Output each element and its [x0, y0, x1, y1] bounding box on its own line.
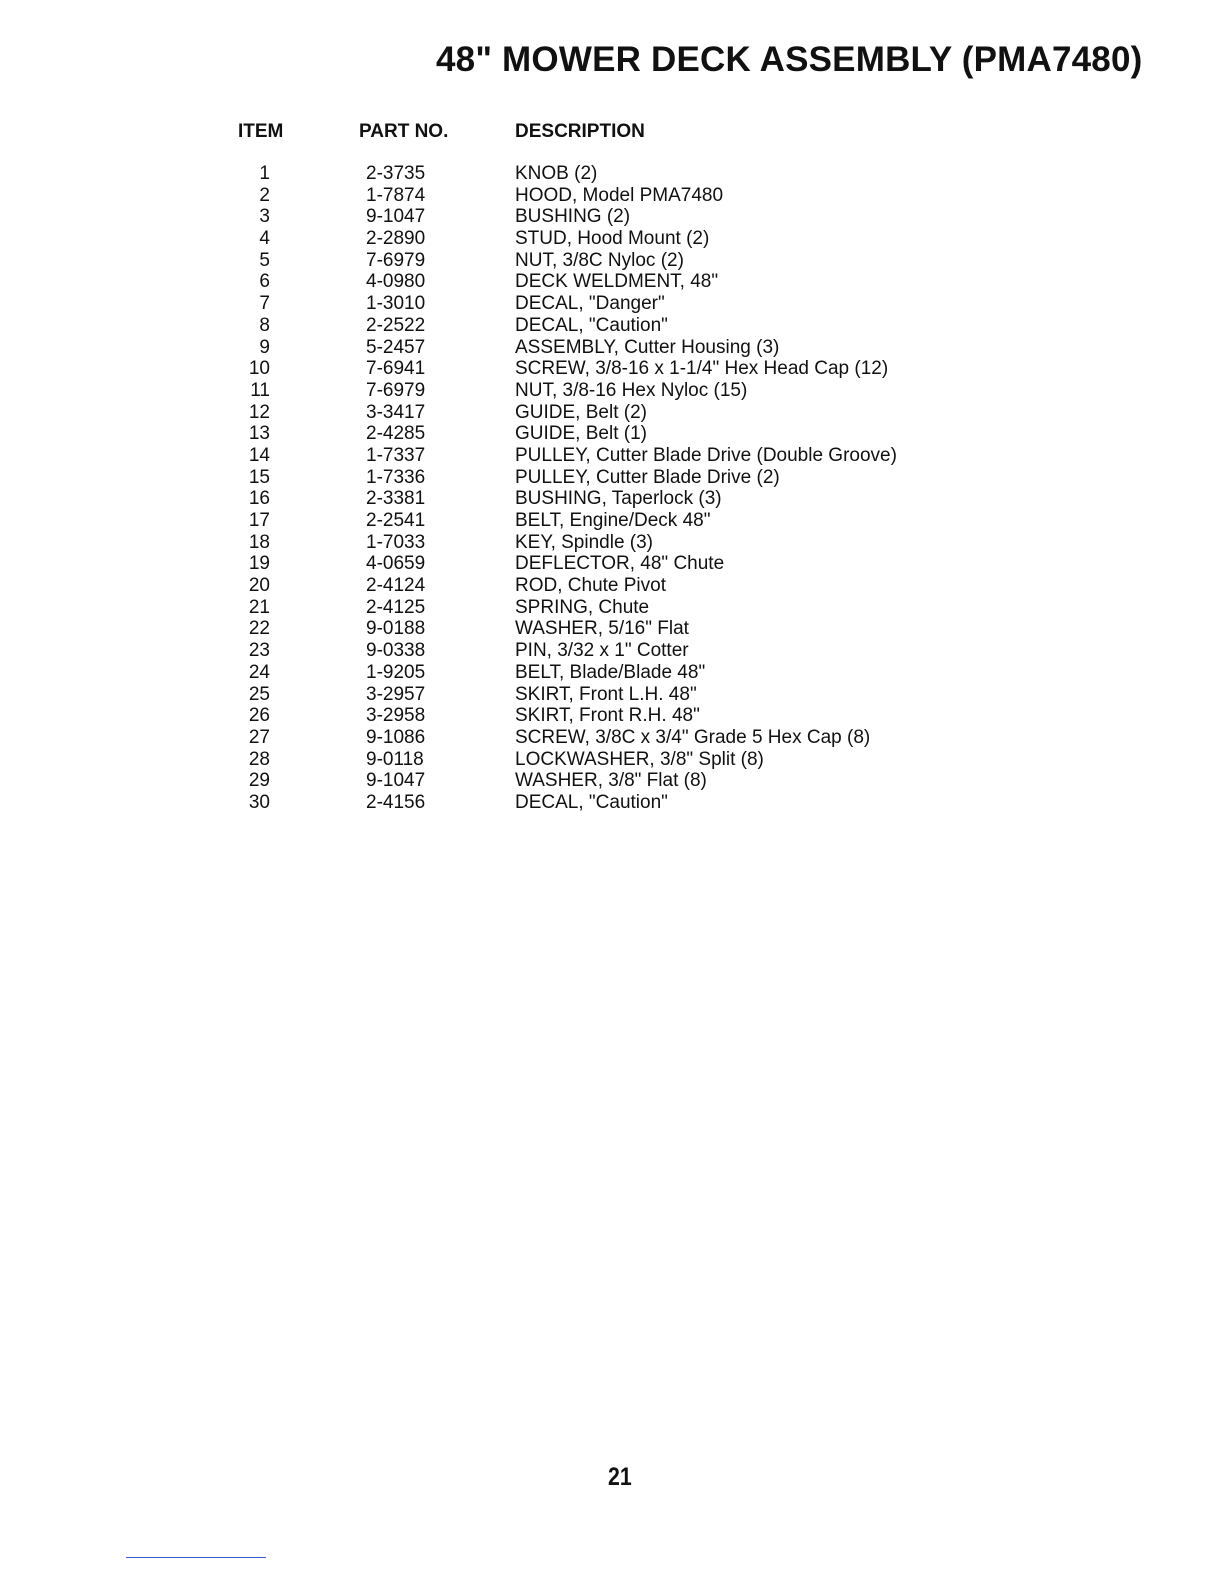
- part-description: BUSHING (2): [515, 206, 631, 228]
- part-number: 2-2522: [366, 314, 426, 336]
- table-row: [0, 293, 1224, 315]
- part-number: 5-2457: [366, 336, 426, 358]
- part-number: 2-4156: [366, 791, 426, 813]
- page-title: 48" MOWER DECK ASSEMBLY (PMA7480): [436, 40, 1143, 79]
- part-description: DECAL, "Caution": [515, 314, 668, 336]
- part-number: 1-7336: [366, 466, 426, 488]
- part-description: HOOD, Model PMA7480: [515, 184, 724, 206]
- part-description: STUD, Hood Mount (2): [515, 228, 710, 250]
- table-row: [0, 315, 1224, 337]
- item-number: 4: [259, 228, 270, 250]
- part-description: SPRING, Chute: [515, 596, 650, 618]
- part-description: NUT, 3/8C Nyloc (2): [515, 249, 684, 271]
- part-number: 2-4124: [366, 575, 426, 597]
- part-number: 2-4285: [366, 423, 426, 445]
- item-number: 20: [248, 575, 270, 597]
- table-row: [0, 185, 1224, 207]
- table-row: [0, 618, 1224, 640]
- item-number: 26: [248, 705, 270, 727]
- table-row: [0, 749, 1224, 771]
- item-number: 2: [259, 184, 270, 206]
- table-row: [0, 553, 1224, 575]
- item-number: 12: [248, 401, 270, 423]
- part-description: WASHER, 5/16" Flat: [515, 618, 689, 640]
- part-number: 2-2890: [366, 228, 426, 250]
- part-description: BUSHING, Taperlock (3): [515, 488, 722, 510]
- part-number: 2-4125: [366, 596, 426, 618]
- item-number: 3: [259, 206, 270, 228]
- item-number: 1: [259, 163, 270, 184]
- item-number: 11: [250, 379, 270, 401]
- part-description: NUT, 3/8-16 Hex Nyloc (15): [515, 379, 748, 401]
- table-row: [0, 467, 1224, 489]
- part-description: PULLEY, Cutter Blade Drive (Double Groove): [515, 444, 897, 466]
- item-number: 7: [259, 293, 270, 315]
- part-description: BELT, Engine/Deck 48": [515, 510, 711, 531]
- table-row: [0, 640, 1224, 662]
- footer-rule: [126, 1557, 266, 1558]
- part-number: 9-0188: [366, 618, 426, 640]
- part-description: ASSEMBLY, Cutter Housing (3): [515, 336, 780, 358]
- table-row: [0, 358, 1224, 380]
- table-row: [0, 423, 1224, 445]
- part-number: 7-6979: [366, 379, 426, 401]
- item-number: 21: [248, 596, 270, 618]
- table-row: [0, 770, 1224, 792]
- table-row: [0, 380, 1224, 402]
- table-row: [0, 250, 1224, 272]
- table-row: [0, 597, 1224, 619]
- part-description: PIN, 3/32 x 1" Cotter: [515, 640, 689, 662]
- part-description: SKIRT, Front R.H. 48": [515, 705, 700, 727]
- part-number: 9-0118: [366, 748, 424, 770]
- part-number: 4-0659: [366, 553, 426, 575]
- item-number: 5: [259, 249, 270, 271]
- part-number: 9-1047: [366, 770, 426, 792]
- part-description: BELT, Blade/Blade 48": [515, 661, 706, 683]
- part-description: ROD, Chute Pivot: [515, 575, 666, 597]
- part-description: KNOB (2): [515, 163, 598, 184]
- table-row: [0, 402, 1224, 424]
- part-description: GUIDE, Belt (2): [515, 401, 647, 423]
- table-row: [0, 488, 1224, 510]
- part-description: WASHER, 3/8" Flat (8): [515, 770, 707, 792]
- item-number: 9: [259, 336, 270, 358]
- table-row: [0, 445, 1224, 467]
- part-number: 9-1047: [366, 206, 426, 228]
- part-number: 2-2541: [366, 510, 426, 531]
- item-number: 30: [248, 791, 270, 813]
- part-description: LOCKWASHER, 3/8" Split (8): [515, 748, 764, 770]
- table-row: [0, 792, 1224, 814]
- item-number: 28: [248, 748, 270, 770]
- item-number: 8: [259, 314, 270, 336]
- part-description: PULLEY, Cutter Blade Drive (2): [515, 466, 780, 488]
- part-number: 4-0980: [366, 271, 426, 293]
- item-number: 19: [248, 553, 270, 575]
- parts-table: [0, 163, 1224, 814]
- table-row: [0, 510, 1224, 532]
- part-number: 9-0338: [366, 640, 426, 662]
- part-description: DEFLECTOR, 48" Chute: [515, 553, 725, 575]
- table-row: [0, 206, 1224, 228]
- table-row: [0, 228, 1224, 250]
- part-number: 1-7337: [366, 444, 426, 466]
- table-row: [0, 532, 1224, 554]
- column-header-description: DESCRIPTION: [515, 121, 645, 142]
- part-number: 3-2957: [366, 683, 426, 705]
- part-number: 7-6979: [366, 249, 426, 271]
- item-number: 27: [248, 726, 270, 748]
- part-description: DECAL, "Danger": [515, 293, 665, 315]
- item-number: 10: [248, 358, 270, 380]
- item-number: 6: [259, 271, 270, 293]
- item-number: 24: [248, 661, 270, 683]
- part-number: 2-3381: [366, 488, 426, 510]
- part-number: 2-3735: [366, 163, 426, 184]
- table-row: [0, 337, 1224, 359]
- part-number: 1-3010: [366, 293, 426, 315]
- table-row: [0, 684, 1224, 706]
- page-number: 21: [608, 1463, 632, 1491]
- item-number: 13: [248, 423, 270, 445]
- part-description: DECK WELDMENT, 48": [515, 271, 719, 293]
- item-number: 18: [248, 531, 270, 553]
- table-row: [0, 727, 1224, 749]
- item-number: 25: [248, 683, 270, 705]
- item-number: 17: [248, 510, 270, 531]
- column-header-part-no: PART NO.: [359, 121, 449, 142]
- part-number: 9-1086: [366, 726, 426, 748]
- column-header-item: ITEM: [238, 121, 284, 142]
- table-row: [0, 575, 1224, 597]
- part-description: KEY, Spindle (3): [515, 531, 654, 553]
- item-number: 22: [248, 618, 270, 640]
- part-number: 3-3417: [366, 401, 426, 423]
- part-description: SKIRT, Front L.H. 48": [515, 683, 697, 705]
- table-row: [0, 662, 1224, 684]
- part-number: 1-7033: [366, 531, 426, 553]
- item-number: 29: [248, 770, 270, 792]
- table-row: [0, 705, 1224, 727]
- item-number: 16: [248, 488, 270, 510]
- part-description: SCREW, 3/8C x 3/4" Grade 5 Hex Cap (8): [515, 726, 871, 748]
- table-row: [0, 271, 1224, 293]
- item-number: 15: [248, 466, 270, 488]
- part-number: 3-2958: [366, 705, 426, 727]
- part-description: DECAL, "Caution": [515, 791, 668, 813]
- part-description: GUIDE, Belt (1): [515, 423, 647, 445]
- part-number: 1-7874: [366, 184, 426, 206]
- item-number: 14: [248, 444, 270, 466]
- part-description: SCREW, 3/8-16 x 1-1/4" Hex Head Cap (12): [515, 358, 889, 380]
- part-number: 1-9205: [366, 661, 426, 683]
- table-row: [0, 163, 1224, 185]
- item-number: 23: [248, 640, 270, 662]
- part-number: 7-6941: [366, 358, 426, 380]
